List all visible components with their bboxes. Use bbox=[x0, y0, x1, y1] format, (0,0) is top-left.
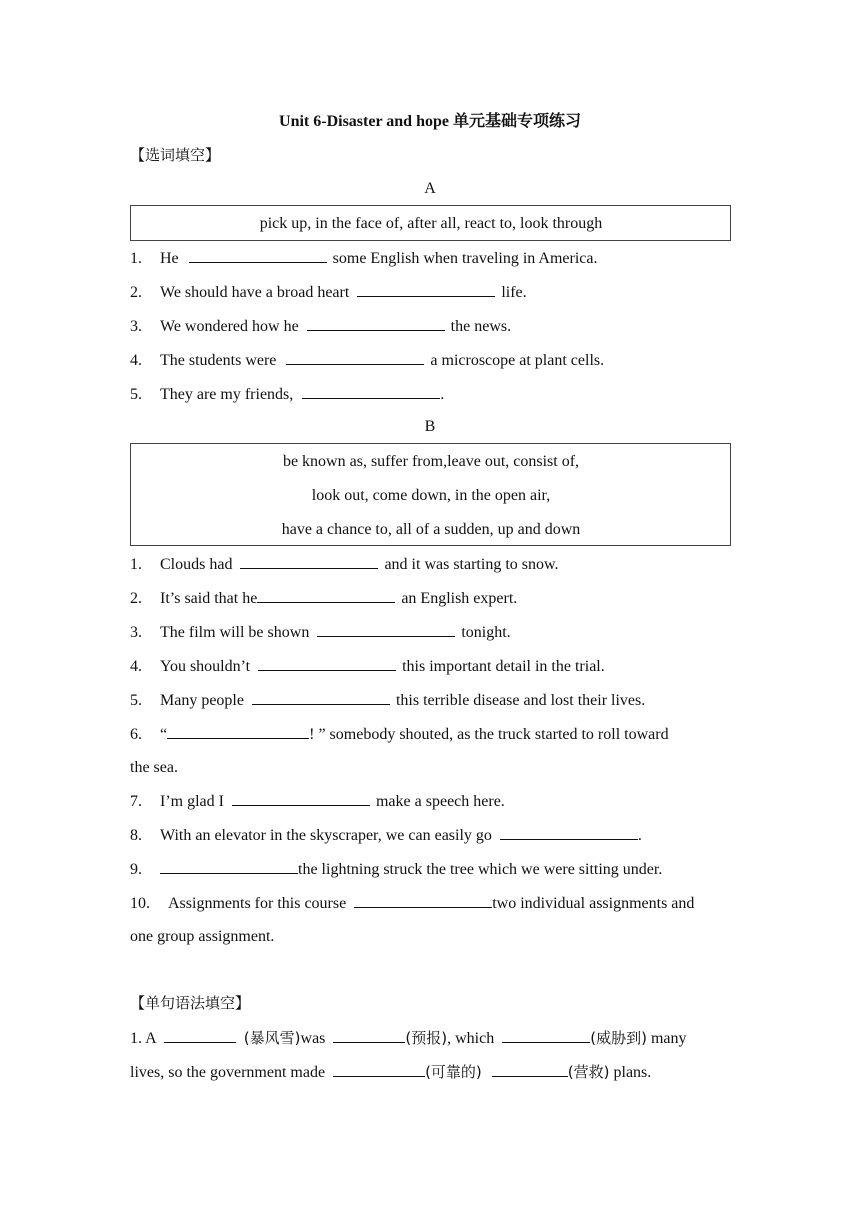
grammar-hint: (暴风雪) bbox=[243, 1029, 301, 1047]
item-text-after: . bbox=[637, 827, 642, 844]
item-text-before: He bbox=[160, 250, 183, 267]
list-item bbox=[130, 384, 444, 405]
answer-blank[interactable] bbox=[500, 825, 638, 840]
item-text-after: an English expert. bbox=[397, 590, 518, 607]
item-text-before: Clouds had bbox=[160, 556, 237, 573]
answer-blank[interactable] bbox=[286, 350, 424, 365]
answer-blank[interactable] bbox=[232, 791, 370, 806]
part-b-label: B bbox=[424, 418, 436, 435]
item-text-after: life. bbox=[497, 284, 527, 301]
answer-blank[interactable] bbox=[302, 384, 440, 399]
answer-blank[interactable] bbox=[164, 1028, 236, 1043]
item-text-before: I’m glad I bbox=[160, 793, 228, 810]
section-heading-vocab: 【选词填空】 bbox=[130, 146, 221, 164]
section-heading-grammar: 【单句语法填空】 bbox=[130, 994, 251, 1012]
page-title: Unit 6-Disaster and hope 单元基础专项练习 bbox=[279, 113, 581, 130]
item-text-before: Many people bbox=[160, 692, 248, 709]
word-bank-a-text: pick up, in the face of, after all, react to, look through bbox=[259, 215, 603, 232]
item-number: 8. bbox=[130, 827, 142, 844]
answer-blank[interactable] bbox=[307, 316, 445, 331]
item-text-before: We should have a broad heart bbox=[160, 284, 354, 301]
word-bank-a bbox=[130, 205, 731, 241]
answer-blank[interactable] bbox=[252, 690, 390, 705]
list-item bbox=[130, 656, 605, 677]
grammar-hint: (可靠的) bbox=[425, 1063, 482, 1081]
list-item bbox=[130, 859, 662, 880]
item-number: 9. bbox=[130, 861, 142, 878]
item-text-after: tonight. bbox=[457, 624, 511, 641]
item-text-before: It’s said that he bbox=[160, 590, 258, 607]
item-number: 4. bbox=[130, 658, 142, 675]
word-bank-b bbox=[130, 443, 731, 546]
grammar-text: , which bbox=[447, 1030, 499, 1047]
answer-blank[interactable] bbox=[189, 248, 327, 263]
list-item bbox=[130, 690, 645, 711]
answer-blank[interactable] bbox=[167, 724, 309, 739]
item-text-before: “ bbox=[160, 726, 168, 743]
answer-blank[interactable] bbox=[258, 656, 396, 671]
answer-blank[interactable] bbox=[160, 859, 298, 874]
grammar-line-2 bbox=[130, 1062, 651, 1083]
list-item bbox=[130, 350, 604, 371]
grammar-hint: (营救) bbox=[567, 1063, 610, 1081]
item-text-after: two individual assignments and bbox=[492, 895, 695, 912]
word-bank-b-line: look out, come down, in the open air, bbox=[311, 487, 551, 504]
list-item bbox=[130, 622, 511, 643]
answer-blank[interactable] bbox=[502, 1028, 590, 1043]
item-text-after: . bbox=[440, 386, 445, 403]
item-number: 5. bbox=[130, 386, 142, 403]
list-item bbox=[130, 825, 642, 846]
item-text-before: The film will be shown bbox=[160, 624, 314, 641]
item-text-after: and it was starting to snow. bbox=[380, 556, 559, 573]
item-number: 5. bbox=[130, 692, 142, 709]
item-text-before: Assignments for this course bbox=[168, 895, 351, 912]
word-bank-b-line: be known as, suffer from,leave out, consist of, bbox=[282, 453, 580, 470]
list-item bbox=[130, 554, 559, 575]
list-item bbox=[130, 791, 505, 812]
part-a-label: A bbox=[424, 180, 436, 197]
grammar-text: many bbox=[646, 1030, 687, 1047]
item-text-after: make a speech here. bbox=[371, 793, 505, 810]
word-bank-b-line: have a chance to, all of a sudden, up and down bbox=[281, 521, 581, 538]
item-text-after: a microscope at plant cells. bbox=[426, 352, 605, 369]
answer-blank[interactable] bbox=[354, 893, 492, 908]
answer-blank[interactable] bbox=[257, 588, 395, 603]
answer-blank[interactable] bbox=[333, 1028, 405, 1043]
item-text-after: some English when traveling in America. bbox=[328, 250, 598, 267]
grammar-text: lives, so the government made bbox=[130, 1064, 330, 1081]
grammar-text: was bbox=[300, 1030, 330, 1047]
item-number: 4. bbox=[130, 352, 142, 369]
answer-blank[interactable] bbox=[240, 554, 378, 569]
item-number: 2. bbox=[130, 590, 142, 607]
grammar-line-1 bbox=[130, 1028, 687, 1049]
item-text-after: this terrible disease and lost their lives. bbox=[391, 692, 646, 709]
list-item bbox=[130, 893, 694, 914]
list-item bbox=[130, 724, 669, 745]
item-number: 3. bbox=[130, 318, 142, 335]
item-number: 1. bbox=[130, 250, 142, 267]
item-text-after: this important detail in the trial. bbox=[398, 658, 605, 675]
grammar-text: 1. A bbox=[130, 1030, 160, 1047]
item-number: 7. bbox=[130, 793, 142, 810]
item-text-before: The students were bbox=[160, 352, 281, 369]
list-item bbox=[130, 588, 517, 609]
item-text-before: We wondered how he bbox=[160, 318, 303, 335]
item-text-after: ! ” somebody shouted, as the truck started to roll toward bbox=[309, 726, 669, 743]
item-text-after: the lightning struck the tree which we were sitting under. bbox=[298, 861, 663, 878]
item-number: 6. bbox=[130, 726, 142, 743]
list-item bbox=[130, 282, 527, 303]
item-number: 3. bbox=[130, 624, 142, 641]
item-text-before: With an elevator in the skyscraper, we can easily go bbox=[160, 827, 496, 844]
answer-blank[interactable] bbox=[492, 1062, 568, 1077]
answer-blank[interactable] bbox=[333, 1062, 425, 1077]
list-item bbox=[130, 248, 597, 269]
item-number: 2. bbox=[130, 284, 142, 301]
item-text-before: They are my friends, bbox=[160, 386, 298, 403]
list-item-continuation: the sea. bbox=[130, 759, 178, 776]
list-item bbox=[130, 316, 511, 337]
item-number: 1. bbox=[130, 556, 142, 573]
item-text-after: the news. bbox=[446, 318, 512, 335]
answer-blank[interactable] bbox=[317, 622, 455, 637]
item-text-before: You shouldn’t bbox=[160, 658, 255, 675]
grammar-hint: (威胁到) bbox=[590, 1029, 647, 1047]
list-item-continuation: one group assignment. bbox=[130, 928, 275, 945]
grammar-hint: (预报) bbox=[405, 1029, 448, 1047]
grammar-text: plans. bbox=[609, 1064, 652, 1081]
answer-blank[interactable] bbox=[357, 282, 495, 297]
item-number: 10. bbox=[130, 895, 150, 912]
